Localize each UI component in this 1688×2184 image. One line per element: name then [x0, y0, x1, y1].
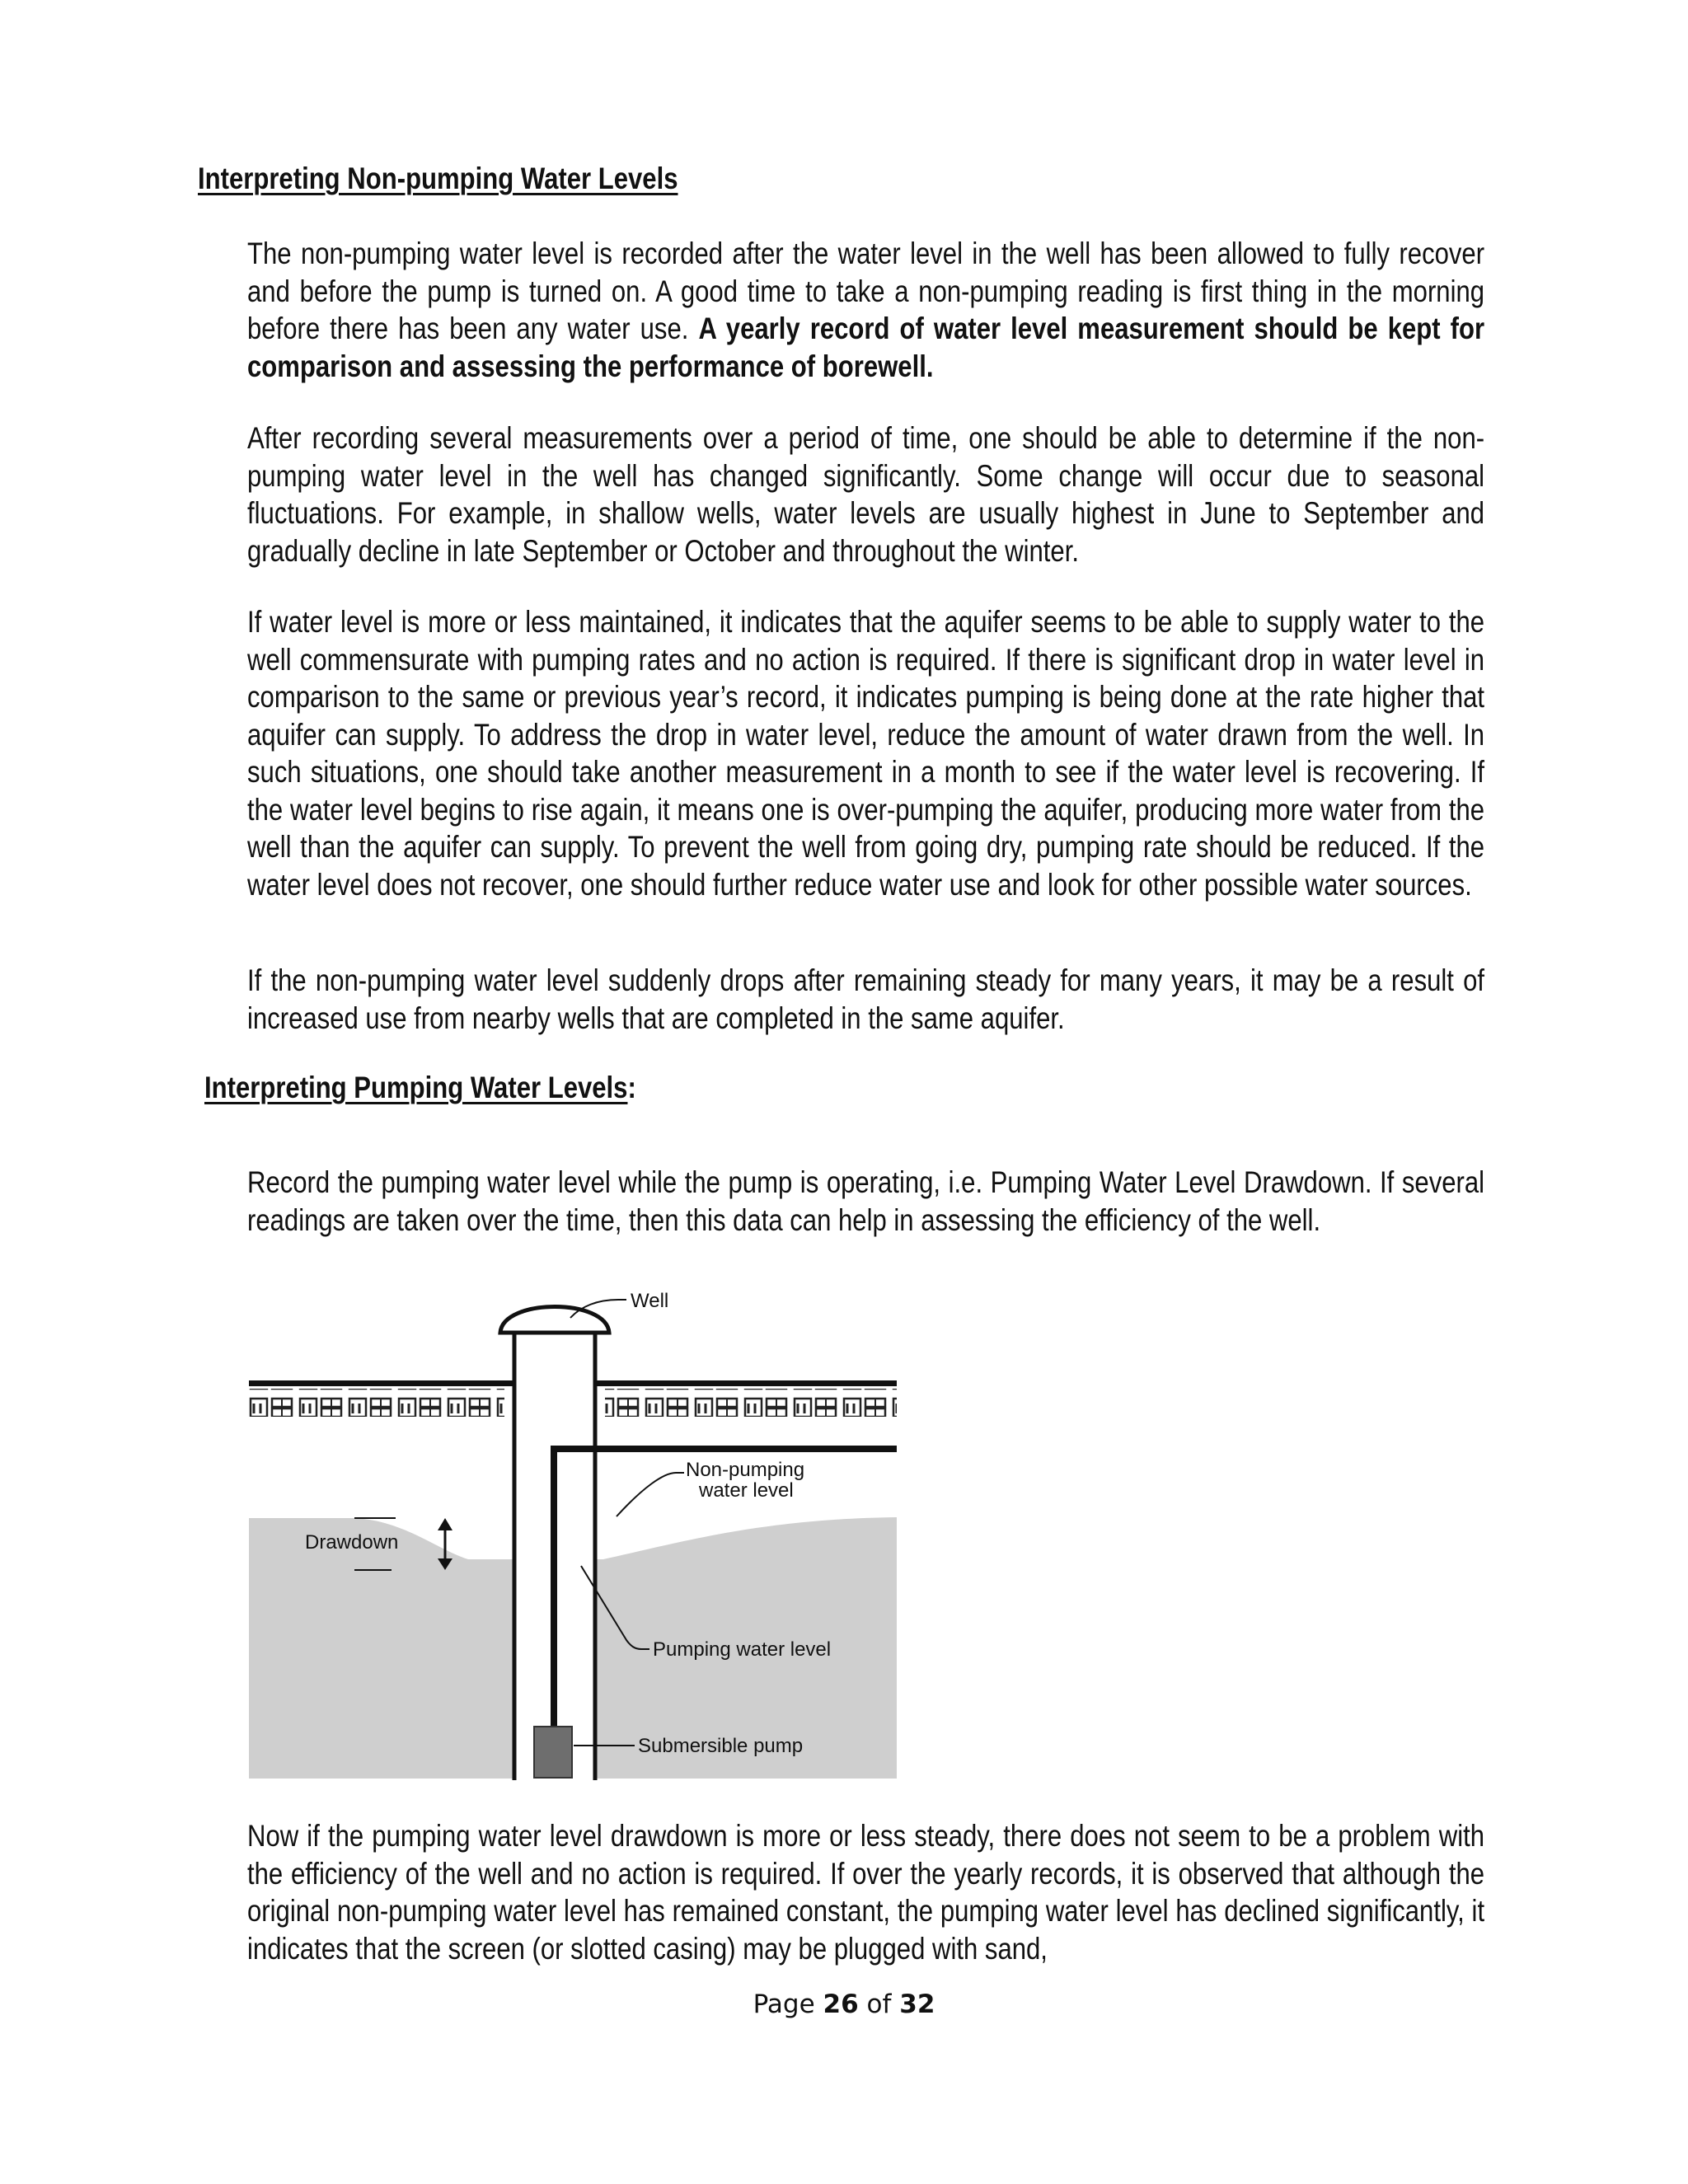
drawdown-arrow-head-top — [438, 1518, 452, 1530]
label-pumping-water-level: Pumping water level — [653, 1638, 832, 1661]
soil-texture-right — [605, 1389, 897, 1417]
well-cap — [500, 1307, 609, 1333]
submersible-pump-shape — [534, 1727, 572, 1778]
label-non-pumping-line1: Non-pumping — [686, 1459, 805, 1481]
footer-page-word: Page — [753, 1990, 815, 2019]
label-drawdown: Drawdown — [305, 1531, 399, 1554]
paragraph-bold-text: A yearly record of water level measurement should be kept for comparison and assessing the performance of borewell. — [247, 312, 1485, 383]
leader-non-pumping — [617, 1473, 684, 1516]
paragraph-non-pumping-2: After recording several measurements over a period of time, one should be able to determine if the non-pumping water level in the well has changed significantly. Some change will occur due to seasonal fluctuations. For example, in shallow wells, water levels are usually highest in June to September and gradually decline in late September or October and throughout the winter. — [247, 421, 1485, 568]
paragraph-pumping-1: Record the pumping water level while the pump is operating, i.e. Pumping Water Level Drawdown. If several readings are taken over the time, then this data can help in assessing the efficiency of the well. — [247, 1165, 1485, 1237]
label-submersible-pump: Submersible pump — [638, 1735, 804, 1757]
label-non-pumping-line2: water level — [699, 1479, 794, 1502]
ground-surface-right — [597, 1380, 897, 1386]
page-footer — [0, 1988, 1688, 2021]
heading-non-pumping-text: Interpreting Non-pumping Water Levels — [198, 162, 678, 195]
footer-total-pages: 32 — [899, 1990, 935, 2019]
footer-current-page: 26 — [823, 1990, 859, 2019]
paragraph-non-pumping-1 — [247, 235, 1484, 385]
heading-pumping-text: Interpreting Pumping Water Levels — [204, 1071, 628, 1104]
label-well: Well — [631, 1290, 669, 1312]
paragraph-non-pumping-3: If water level is more or less maintained, it indicates that the aquifer seems to be able to supply water to the well commensurate with pumping rates and no action is required. If there is significant drop in water level in comparison to the same or previous year’s record, it indicates pumping is being done at the rate higher that aquifer can supply. To address the drop in water level, reduce the amount of water drawn from the well. In such situations, one should take another measurement in a month to see if the water level is recovering. If the water level begins to rise again, it means one is over-pumping the aquifer, producing more water from the well than the aquifer can supply. To prevent the well from going dry, pumping rate should be reduced. If the water level does not recover, one should further reduce water use and look for other possible water sources. — [247, 605, 1485, 902]
ground-surface-left — [249, 1380, 513, 1386]
paragraph-non-pumping-4: If the non-pumping water level suddenly drops after remaining steady for many years, it may be a result of increased use from nearby wells that are completed in the same aquifer. — [247, 963, 1485, 1035]
well-diagram — [247, 1282, 898, 1780]
heading-pumping — [204, 1070, 636, 1106]
soil-texture-left — [249, 1389, 504, 1417]
heading-non-pumping — [198, 161, 678, 197]
paragraph-text: The non-pumping water level is recorded after the water level in the well has been allowed to fully recover and before the pump is turned on. A good time to take a non-pumping reading is first thing in the morning before there has been any water use. — [247, 237, 1485, 345]
heading-pumping-colon: : — [627, 1071, 636, 1104]
paragraph-pumping-2: Now if the pumping water level drawdown is more or less steady, there does not seem to be a problem with the efficiency of the well and no action is required. If over the yearly records, it is observed that although the original non-pumping water level has remained constant, the pumping water level has declined significantly, it indicates that the screen (or slotted casing) may be plugged with sand, — [247, 1819, 1485, 1966]
footer-of-word: of — [866, 1990, 892, 2019]
